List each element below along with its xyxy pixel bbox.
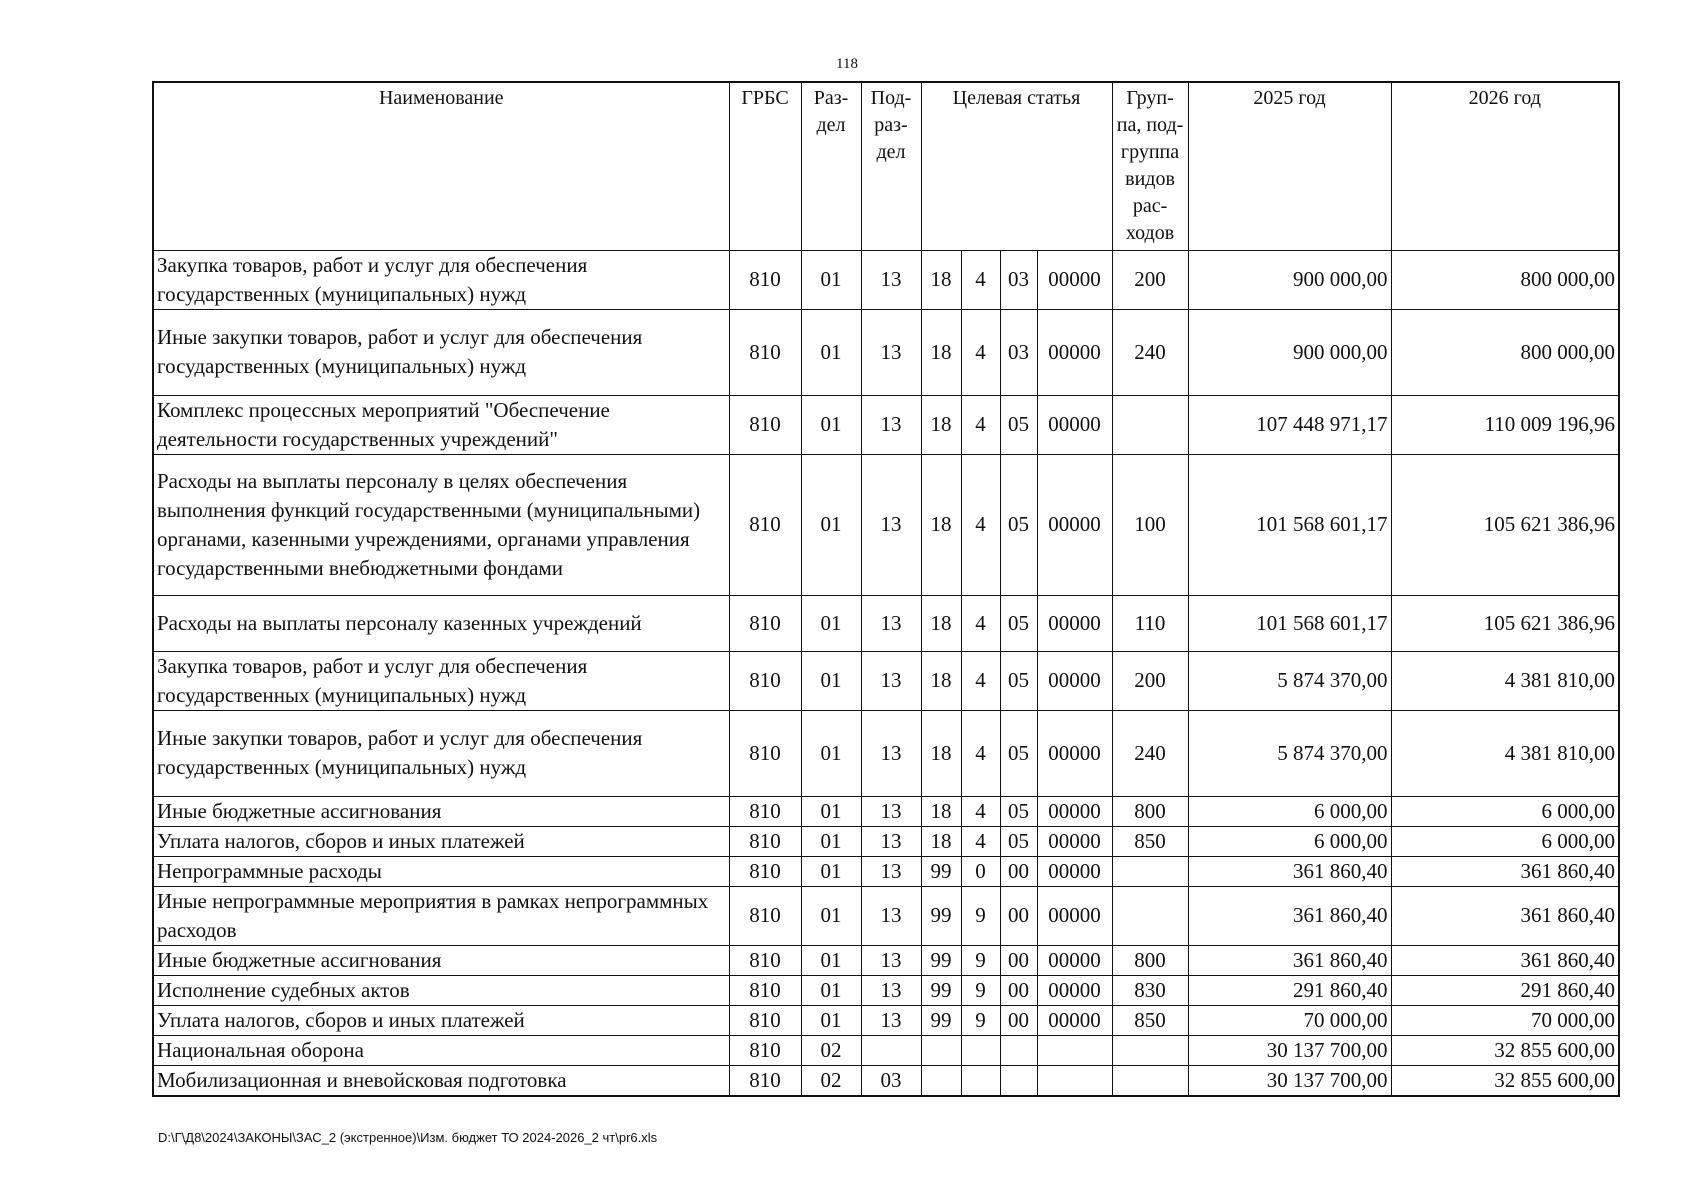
cell-razdel: 01 xyxy=(801,945,861,975)
cell-target-program xyxy=(921,1035,961,1065)
cell-name: Иные бюджетные ассигнования xyxy=(153,945,729,975)
table-row xyxy=(153,886,1619,945)
cell-target-program: 18 xyxy=(921,651,961,710)
cell-grbs: 810 xyxy=(729,1065,801,1096)
cell-target-structure: 00 xyxy=(1000,975,1037,1005)
cell-target-program: 18 xyxy=(921,710,961,796)
cell-amount-2025: 101 568 601,17 xyxy=(1188,454,1391,595)
cell-target-structure xyxy=(1000,1065,1037,1096)
cell-name: Мобилизационная и вневойсковая подготовка xyxy=(153,1065,729,1096)
cell-amount-2025: 30 137 700,00 xyxy=(1188,1035,1391,1065)
cell-target-direction: 00000 xyxy=(1037,975,1112,1005)
cell-razdel: 01 xyxy=(801,826,861,856)
cell-razdel: 01 xyxy=(801,395,861,454)
cell-target-structure: 05 xyxy=(1000,710,1037,796)
cell-amount-2026: 105 621 386,96 xyxy=(1391,454,1619,595)
cell-target-direction: 00000 xyxy=(1037,945,1112,975)
cell-target-program: 99 xyxy=(921,1005,961,1035)
header-target: Целевая статья xyxy=(921,82,1112,250)
header-group: Груп-па, под-группа видов рас-ходов xyxy=(1112,82,1188,250)
cell-podrazdel xyxy=(861,1035,921,1065)
header-razdel: Раз-дел xyxy=(801,82,861,250)
cell-amount-2026: 32 855 600,00 xyxy=(1391,1035,1619,1065)
cell-expense-group: 200 xyxy=(1112,651,1188,710)
cell-target-type: 4 xyxy=(961,309,1000,395)
cell-target-type: 4 xyxy=(961,250,1000,309)
cell-target-direction: 00000 xyxy=(1037,1005,1112,1035)
cell-razdel: 01 xyxy=(801,796,861,826)
cell-target-direction: 00000 xyxy=(1037,710,1112,796)
cell-target-structure: 00 xyxy=(1000,1005,1037,1035)
table-row xyxy=(153,250,1619,309)
cell-target-type: 4 xyxy=(961,796,1000,826)
cell-amount-2025: 107 448 971,17 xyxy=(1188,395,1391,454)
cell-target-type: 4 xyxy=(961,595,1000,651)
cell-target-direction xyxy=(1037,1035,1112,1065)
page-number: 118 xyxy=(836,56,858,72)
table-row xyxy=(153,454,1619,595)
cell-amount-2026: 105 621 386,96 xyxy=(1391,595,1619,651)
cell-razdel: 01 xyxy=(801,710,861,796)
cell-podrazdel: 13 xyxy=(861,856,921,886)
cell-expense-group: 830 xyxy=(1112,975,1188,1005)
cell-expense-group: 850 xyxy=(1112,1005,1188,1035)
cell-amount-2025: 6 000,00 xyxy=(1188,796,1391,826)
cell-amount-2025: 361 860,40 xyxy=(1188,856,1391,886)
cell-target-type: 4 xyxy=(961,454,1000,595)
cell-amount-2026: 70 000,00 xyxy=(1391,1005,1619,1035)
cell-expense-group xyxy=(1112,395,1188,454)
cell-razdel: 02 xyxy=(801,1065,861,1096)
cell-target-structure: 05 xyxy=(1000,651,1037,710)
cell-amount-2025: 361 860,40 xyxy=(1188,945,1391,975)
cell-name: Расходы на выплаты персоналу в целях обеспечения выполнения функций государственными (муниципальными) органами, казенными учреждениями, органами управления государственными внебюджетными фондами xyxy=(153,454,729,595)
table-row xyxy=(153,309,1619,395)
cell-amount-2025: 900 000,00 xyxy=(1188,309,1391,395)
cell-grbs: 810 xyxy=(729,250,801,309)
budget-table xyxy=(152,81,1620,1097)
header-2026: 2026 год xyxy=(1391,82,1619,250)
cell-target-direction: 00000 xyxy=(1037,826,1112,856)
cell-target-direction: 00000 xyxy=(1037,595,1112,651)
cell-name: Уплата налогов, сборов и иных платежей xyxy=(153,826,729,856)
cell-target-direction: 00000 xyxy=(1037,309,1112,395)
cell-name: Расходы на выплаты персоналу казенных учреждений xyxy=(153,595,729,651)
cell-amount-2026: 6 000,00 xyxy=(1391,796,1619,826)
cell-target-direction: 00000 xyxy=(1037,651,1112,710)
cell-target-direction xyxy=(1037,1065,1112,1096)
table-row xyxy=(153,651,1619,710)
cell-name: Исполнение судебных актов xyxy=(153,975,729,1005)
cell-name: Национальная оборона xyxy=(153,1035,729,1065)
table-body xyxy=(153,250,1619,1096)
cell-grbs: 810 xyxy=(729,856,801,886)
header-2025: 2025 год xyxy=(1188,82,1391,250)
cell-amount-2025: 5 874 370,00 xyxy=(1188,710,1391,796)
cell-amount-2025: 5 874 370,00 xyxy=(1188,651,1391,710)
table-row xyxy=(153,395,1619,454)
cell-podrazdel: 13 xyxy=(861,395,921,454)
cell-grbs: 810 xyxy=(729,796,801,826)
cell-target-type: 9 xyxy=(961,975,1000,1005)
cell-target-direction: 00000 xyxy=(1037,454,1112,595)
cell-amount-2026: 4 381 810,00 xyxy=(1391,710,1619,796)
cell-amount-2026: 291 860,40 xyxy=(1391,975,1619,1005)
cell-target-structure: 05 xyxy=(1000,826,1037,856)
cell-name: Иные бюджетные ассигнования xyxy=(153,796,729,826)
cell-name: Закупка товаров, работ и услуг для обеспечения государственных (муниципальных) нужд xyxy=(153,250,729,309)
cell-razdel: 01 xyxy=(801,651,861,710)
cell-target-program: 18 xyxy=(921,796,961,826)
cell-target-structure: 00 xyxy=(1000,886,1037,945)
table-row xyxy=(153,856,1619,886)
cell-grbs: 810 xyxy=(729,454,801,595)
cell-podrazdel: 13 xyxy=(861,975,921,1005)
cell-amount-2026: 800 000,00 xyxy=(1391,309,1619,395)
table-row xyxy=(153,1035,1619,1065)
cell-grbs: 810 xyxy=(729,595,801,651)
cell-podrazdel: 13 xyxy=(861,454,921,595)
table-row xyxy=(153,945,1619,975)
table-row xyxy=(153,595,1619,651)
cell-grbs: 810 xyxy=(729,651,801,710)
cell-target-type: 9 xyxy=(961,945,1000,975)
cell-expense-group: 100 xyxy=(1112,454,1188,595)
cell-name: Комплекс процессных мероприятий "Обеспечение деятельности государственных учреждений" xyxy=(153,395,729,454)
cell-razdel: 02 xyxy=(801,1035,861,1065)
cell-target-structure: 05 xyxy=(1000,395,1037,454)
cell-target-structure: 05 xyxy=(1000,796,1037,826)
cell-amount-2026: 32 855 600,00 xyxy=(1391,1065,1619,1096)
cell-target-type: 0 xyxy=(961,856,1000,886)
cell-grbs: 810 xyxy=(729,309,801,395)
cell-amount-2026: 361 860,40 xyxy=(1391,945,1619,975)
cell-name: Непрограммные расходы xyxy=(153,856,729,886)
cell-grbs: 810 xyxy=(729,975,801,1005)
cell-expense-group: 800 xyxy=(1112,945,1188,975)
table-header-row xyxy=(153,82,1619,250)
cell-target-program: 18 xyxy=(921,395,961,454)
cell-razdel: 01 xyxy=(801,250,861,309)
cell-target-type: 9 xyxy=(961,1005,1000,1035)
cell-grbs: 810 xyxy=(729,826,801,856)
cell-podrazdel: 13 xyxy=(861,309,921,395)
cell-expense-group xyxy=(1112,856,1188,886)
cell-razdel: 01 xyxy=(801,975,861,1005)
header-name: Наименование xyxy=(153,82,729,250)
cell-expense-group xyxy=(1112,1065,1188,1096)
cell-target-structure: 03 xyxy=(1000,250,1037,309)
cell-amount-2025: 101 568 601,17 xyxy=(1188,595,1391,651)
cell-target-type: 9 xyxy=(961,886,1000,945)
cell-target-direction: 00000 xyxy=(1037,856,1112,886)
cell-grbs: 810 xyxy=(729,395,801,454)
cell-grbs: 810 xyxy=(729,710,801,796)
cell-target-structure: 00 xyxy=(1000,856,1037,886)
cell-razdel: 01 xyxy=(801,1005,861,1035)
cell-amount-2025: 70 000,00 xyxy=(1188,1005,1391,1035)
cell-target-direction: 00000 xyxy=(1037,886,1112,945)
cell-target-type: 4 xyxy=(961,651,1000,710)
cell-amount-2026: 110 009 196,96 xyxy=(1391,395,1619,454)
cell-target-structure: 05 xyxy=(1000,454,1037,595)
cell-target-program: 18 xyxy=(921,826,961,856)
cell-razdel: 01 xyxy=(801,309,861,395)
cell-podrazdel: 13 xyxy=(861,651,921,710)
cell-target-type xyxy=(961,1035,1000,1065)
cell-target-direction: 00000 xyxy=(1037,250,1112,309)
cell-target-type: 4 xyxy=(961,826,1000,856)
cell-target-program: 18 xyxy=(921,309,961,395)
cell-target-structure xyxy=(1000,1035,1037,1065)
cell-name: Закупка товаров, работ и услуг для обеспечения государственных (муниципальных) нужд xyxy=(153,651,729,710)
cell-expense-group: 240 xyxy=(1112,309,1188,395)
cell-grbs: 810 xyxy=(729,945,801,975)
cell-amount-2025: 361 860,40 xyxy=(1188,886,1391,945)
cell-podrazdel: 03 xyxy=(861,1065,921,1096)
cell-amount-2026: 4 381 810,00 xyxy=(1391,651,1619,710)
cell-name: Уплата налогов, сборов и иных платежей xyxy=(153,1005,729,1035)
cell-expense-group xyxy=(1112,1035,1188,1065)
table-row xyxy=(153,975,1619,1005)
table-row xyxy=(153,796,1619,826)
cell-target-program: 99 xyxy=(921,886,961,945)
cell-amount-2025: 6 000,00 xyxy=(1188,826,1391,856)
table-row xyxy=(153,710,1619,796)
table-row xyxy=(153,1005,1619,1035)
cell-grbs: 810 xyxy=(729,1005,801,1035)
cell-target-structure: 03 xyxy=(1000,309,1037,395)
cell-expense-group: 200 xyxy=(1112,250,1188,309)
cell-amount-2026: 6 000,00 xyxy=(1391,826,1619,856)
header-podrazdel: Под-раз-дел xyxy=(861,82,921,250)
table-row xyxy=(153,826,1619,856)
cell-podrazdel: 13 xyxy=(861,595,921,651)
table-row xyxy=(153,1065,1619,1096)
cell-razdel: 01 xyxy=(801,886,861,945)
cell-razdel: 01 xyxy=(801,454,861,595)
cell-podrazdel: 13 xyxy=(861,886,921,945)
cell-name: Иные непрограммные мероприятия в рамках непрограммных расходов xyxy=(153,886,729,945)
cell-expense-group xyxy=(1112,886,1188,945)
cell-target-structure: 05 xyxy=(1000,595,1037,651)
cell-grbs: 810 xyxy=(729,886,801,945)
cell-target-program: 99 xyxy=(921,856,961,886)
cell-target-direction: 00000 xyxy=(1037,395,1112,454)
cell-amount-2026: 361 860,40 xyxy=(1391,856,1619,886)
cell-podrazdel: 13 xyxy=(861,796,921,826)
cell-podrazdel: 13 xyxy=(861,826,921,856)
cell-razdel: 01 xyxy=(801,595,861,651)
cell-podrazdel: 13 xyxy=(861,945,921,975)
footer-file-path: D:\Г\Д8\2024\ЗАКОНЫ\ЗАС_2 (экстренное)\Изм. бюджет ТО 2024-2026_2 чт\pr6.xls xyxy=(158,1130,658,1145)
cell-expense-group: 110 xyxy=(1112,595,1188,651)
cell-target-program: 18 xyxy=(921,454,961,595)
cell-expense-group: 240 xyxy=(1112,710,1188,796)
cell-target-type: 4 xyxy=(961,710,1000,796)
cell-expense-group: 800 xyxy=(1112,796,1188,826)
cell-target-structure: 00 xyxy=(1000,945,1037,975)
cell-amount-2025: 900 000,00 xyxy=(1188,250,1391,309)
cell-amount-2025: 30 137 700,00 xyxy=(1188,1065,1391,1096)
cell-amount-2025: 291 860,40 xyxy=(1188,975,1391,1005)
cell-podrazdel: 13 xyxy=(861,250,921,309)
header-grbs: ГРБС xyxy=(729,82,801,250)
cell-name: Иные закупки товаров, работ и услуг для обеспечения государственных (муниципальных) нужд xyxy=(153,710,729,796)
cell-target-program: 99 xyxy=(921,975,961,1005)
cell-target-program: 18 xyxy=(921,595,961,651)
cell-razdel: 01 xyxy=(801,856,861,886)
cell-target-program: 99 xyxy=(921,945,961,975)
cell-target-direction: 00000 xyxy=(1037,796,1112,826)
cell-name: Иные закупки товаров, работ и услуг для обеспечения государственных (муниципальных) нужд xyxy=(153,309,729,395)
cell-grbs: 810 xyxy=(729,1035,801,1065)
cell-target-program: 18 xyxy=(921,250,961,309)
cell-amount-2026: 361 860,40 xyxy=(1391,886,1619,945)
cell-podrazdel: 13 xyxy=(861,1005,921,1035)
cell-target-type xyxy=(961,1065,1000,1096)
cell-target-type: 4 xyxy=(961,395,1000,454)
cell-podrazdel: 13 xyxy=(861,710,921,796)
cell-amount-2026: 800 000,00 xyxy=(1391,250,1619,309)
cell-expense-group: 850 xyxy=(1112,826,1188,856)
cell-target-program xyxy=(921,1065,961,1096)
